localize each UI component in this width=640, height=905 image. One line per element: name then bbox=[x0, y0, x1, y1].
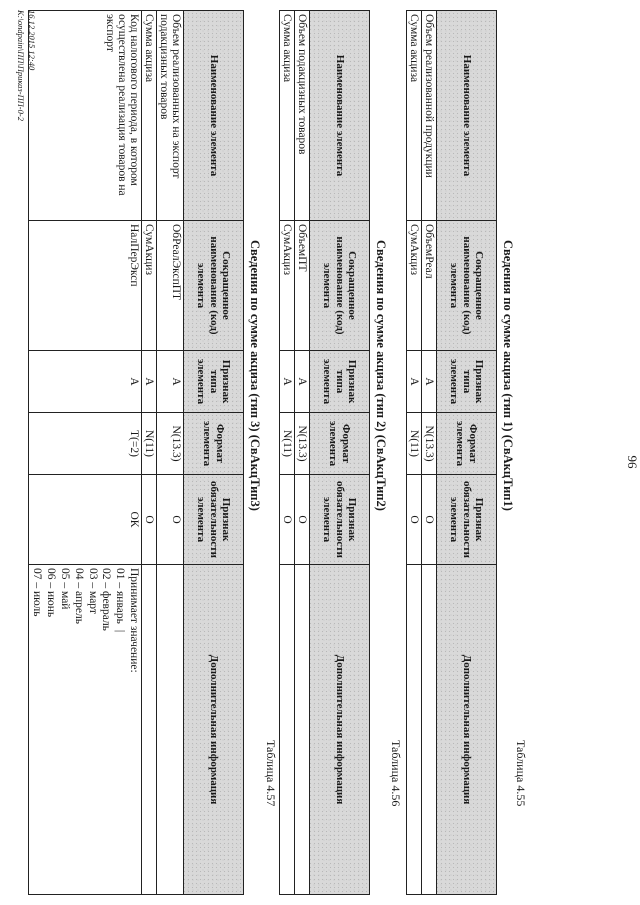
cell-info bbox=[280, 565, 295, 895]
table-row bbox=[157, 11, 184, 895]
page-number: 96 bbox=[625, 455, 640, 469]
header-required: Признак обязательности элемента bbox=[310, 475, 370, 565]
cell-info bbox=[295, 565, 310, 895]
header-code: Сокращенное наименование (код) элемента bbox=[437, 221, 497, 351]
table-header-row bbox=[184, 11, 244, 895]
cell-info bbox=[157, 565, 184, 895]
cell-format: N(11) bbox=[407, 413, 422, 475]
table-title-4-56: Сведения по сумме акциза (тип 2) (СвАкцТип2) bbox=[374, 240, 388, 511]
table-label-4-55: Таблица 4.55 bbox=[514, 740, 528, 807]
cell-format: N(13.3) bbox=[422, 413, 437, 475]
cell-type: А bbox=[407, 351, 422, 413]
value-item: 02 – февраль bbox=[100, 568, 113, 631]
cell-code: НалПерЭксп bbox=[28, 221, 141, 351]
cell-name: Код налогового периода, в котором осуществлена реализация товаров на экспорт bbox=[28, 11, 141, 221]
header-name: Наименование элемента bbox=[437, 11, 497, 221]
cell-info-values bbox=[28, 565, 141, 895]
cell-info bbox=[407, 565, 422, 895]
cell-type: А bbox=[28, 351, 141, 413]
header-info: Дополнительная информация bbox=[310, 565, 370, 895]
cell-name: Сумма акциза bbox=[280, 11, 295, 221]
header-type: Признак типа элемента bbox=[310, 351, 370, 413]
cell-required: О bbox=[295, 475, 310, 565]
table-header-row bbox=[310, 11, 370, 895]
header-format: Формат элемента bbox=[184, 413, 244, 475]
value-item: 05 – май bbox=[59, 568, 72, 610]
value-item: 03 – март bbox=[86, 568, 99, 614]
cell-type: А bbox=[295, 351, 310, 413]
value-item: 04 – апрель bbox=[72, 568, 85, 624]
cell-required: О bbox=[157, 475, 184, 565]
cell-code: СумАкциз bbox=[142, 221, 157, 351]
table-row bbox=[295, 11, 310, 895]
cell-type: А bbox=[142, 351, 157, 413]
table-row bbox=[280, 11, 295, 895]
cell-format: N(13.3) bbox=[157, 413, 184, 475]
header-type: Признак типа элемента bbox=[184, 351, 244, 413]
cell-type: А bbox=[157, 351, 184, 413]
table-title-4-55: Сведения по сумме акциза (тип 1) (СвАкцТип1) bbox=[501, 240, 515, 511]
table-row bbox=[142, 11, 157, 895]
header-type: Признак типа элемента bbox=[437, 351, 497, 413]
header-required: Признак обязательности элемента bbox=[184, 475, 244, 565]
header-info: Дополнительная информация bbox=[184, 565, 244, 895]
table-4-57 bbox=[28, 10, 244, 895]
cell-code: СумАкциз bbox=[407, 221, 422, 351]
cell-code: ОбРеалЭкспПТ bbox=[157, 221, 184, 351]
cell-code: ОбъемРеал bbox=[422, 221, 437, 351]
table-label-4-56: Таблица 4.56 bbox=[389, 740, 403, 807]
table-row bbox=[422, 11, 437, 895]
cell-name: Сумма акциза bbox=[142, 11, 157, 221]
cell-type: А bbox=[422, 351, 437, 413]
cell-code: СумАкциз bbox=[280, 221, 295, 351]
header-code: Сокращенное наименование (код) элемента bbox=[310, 221, 370, 351]
cell-name: Сумма акциза bbox=[407, 11, 422, 221]
cell-required: О bbox=[407, 475, 422, 565]
cell-format: N(13.3) bbox=[295, 413, 310, 475]
cell-name: Объем реализованных на экспорт подакцизных товаров bbox=[157, 11, 184, 221]
header-required: Признак обязательности элемента bbox=[437, 475, 497, 565]
print-footer bbox=[15, 10, 37, 121]
value-item: 06 – июнь bbox=[45, 568, 58, 618]
values-intro: Принимает значение: bbox=[128, 568, 140, 673]
table-4-56 bbox=[279, 10, 370, 895]
table-label-4-57: Таблица 4.57 bbox=[264, 740, 278, 807]
footer-path: K:\ondpain\ПП\Приказ-ПП-0-2 bbox=[15, 10, 26, 121]
cell-name: Объем реализованной продукции bbox=[422, 11, 437, 221]
value-item: 07 – июль bbox=[31, 568, 44, 617]
table-4-55 bbox=[406, 10, 497, 895]
cell-required: ОК bbox=[28, 475, 141, 565]
header-info: Дополнительная информация bbox=[437, 565, 497, 895]
cell-info bbox=[422, 565, 437, 895]
cell-code: ОбъемПТ bbox=[295, 221, 310, 351]
table-header-row bbox=[437, 11, 497, 895]
cell-type: А bbox=[280, 351, 295, 413]
cell-required: О bbox=[422, 475, 437, 565]
table-row bbox=[28, 11, 141, 895]
cell-format: N(11) bbox=[142, 413, 157, 475]
header-format: Формат элемента bbox=[310, 413, 370, 475]
header-name: Наименование элемента bbox=[184, 11, 244, 221]
value-item: 01 – январь| bbox=[114, 568, 127, 633]
cell-required: О bbox=[142, 475, 157, 565]
table-row bbox=[407, 11, 422, 895]
cell-required: О bbox=[280, 475, 295, 565]
table-title-4-57: Сведения по сумме акциза (тип 3) (СвАкцТип3) bbox=[248, 240, 262, 511]
cell-format: T(=2) bbox=[28, 413, 141, 475]
cursor-mark: | bbox=[114, 629, 127, 633]
header-name: Наименование элемента bbox=[310, 11, 370, 221]
header-format: Формат элемента bbox=[437, 413, 497, 475]
footer-timestamp: 16.12.2015 12:40 bbox=[27, 10, 37, 71]
cell-name: Объем подакцизных товаров bbox=[295, 11, 310, 221]
cell-format: N(11) bbox=[280, 413, 295, 475]
header-code: Сокращенное наименование (код) элемента bbox=[184, 221, 244, 351]
cell-info bbox=[142, 565, 157, 895]
